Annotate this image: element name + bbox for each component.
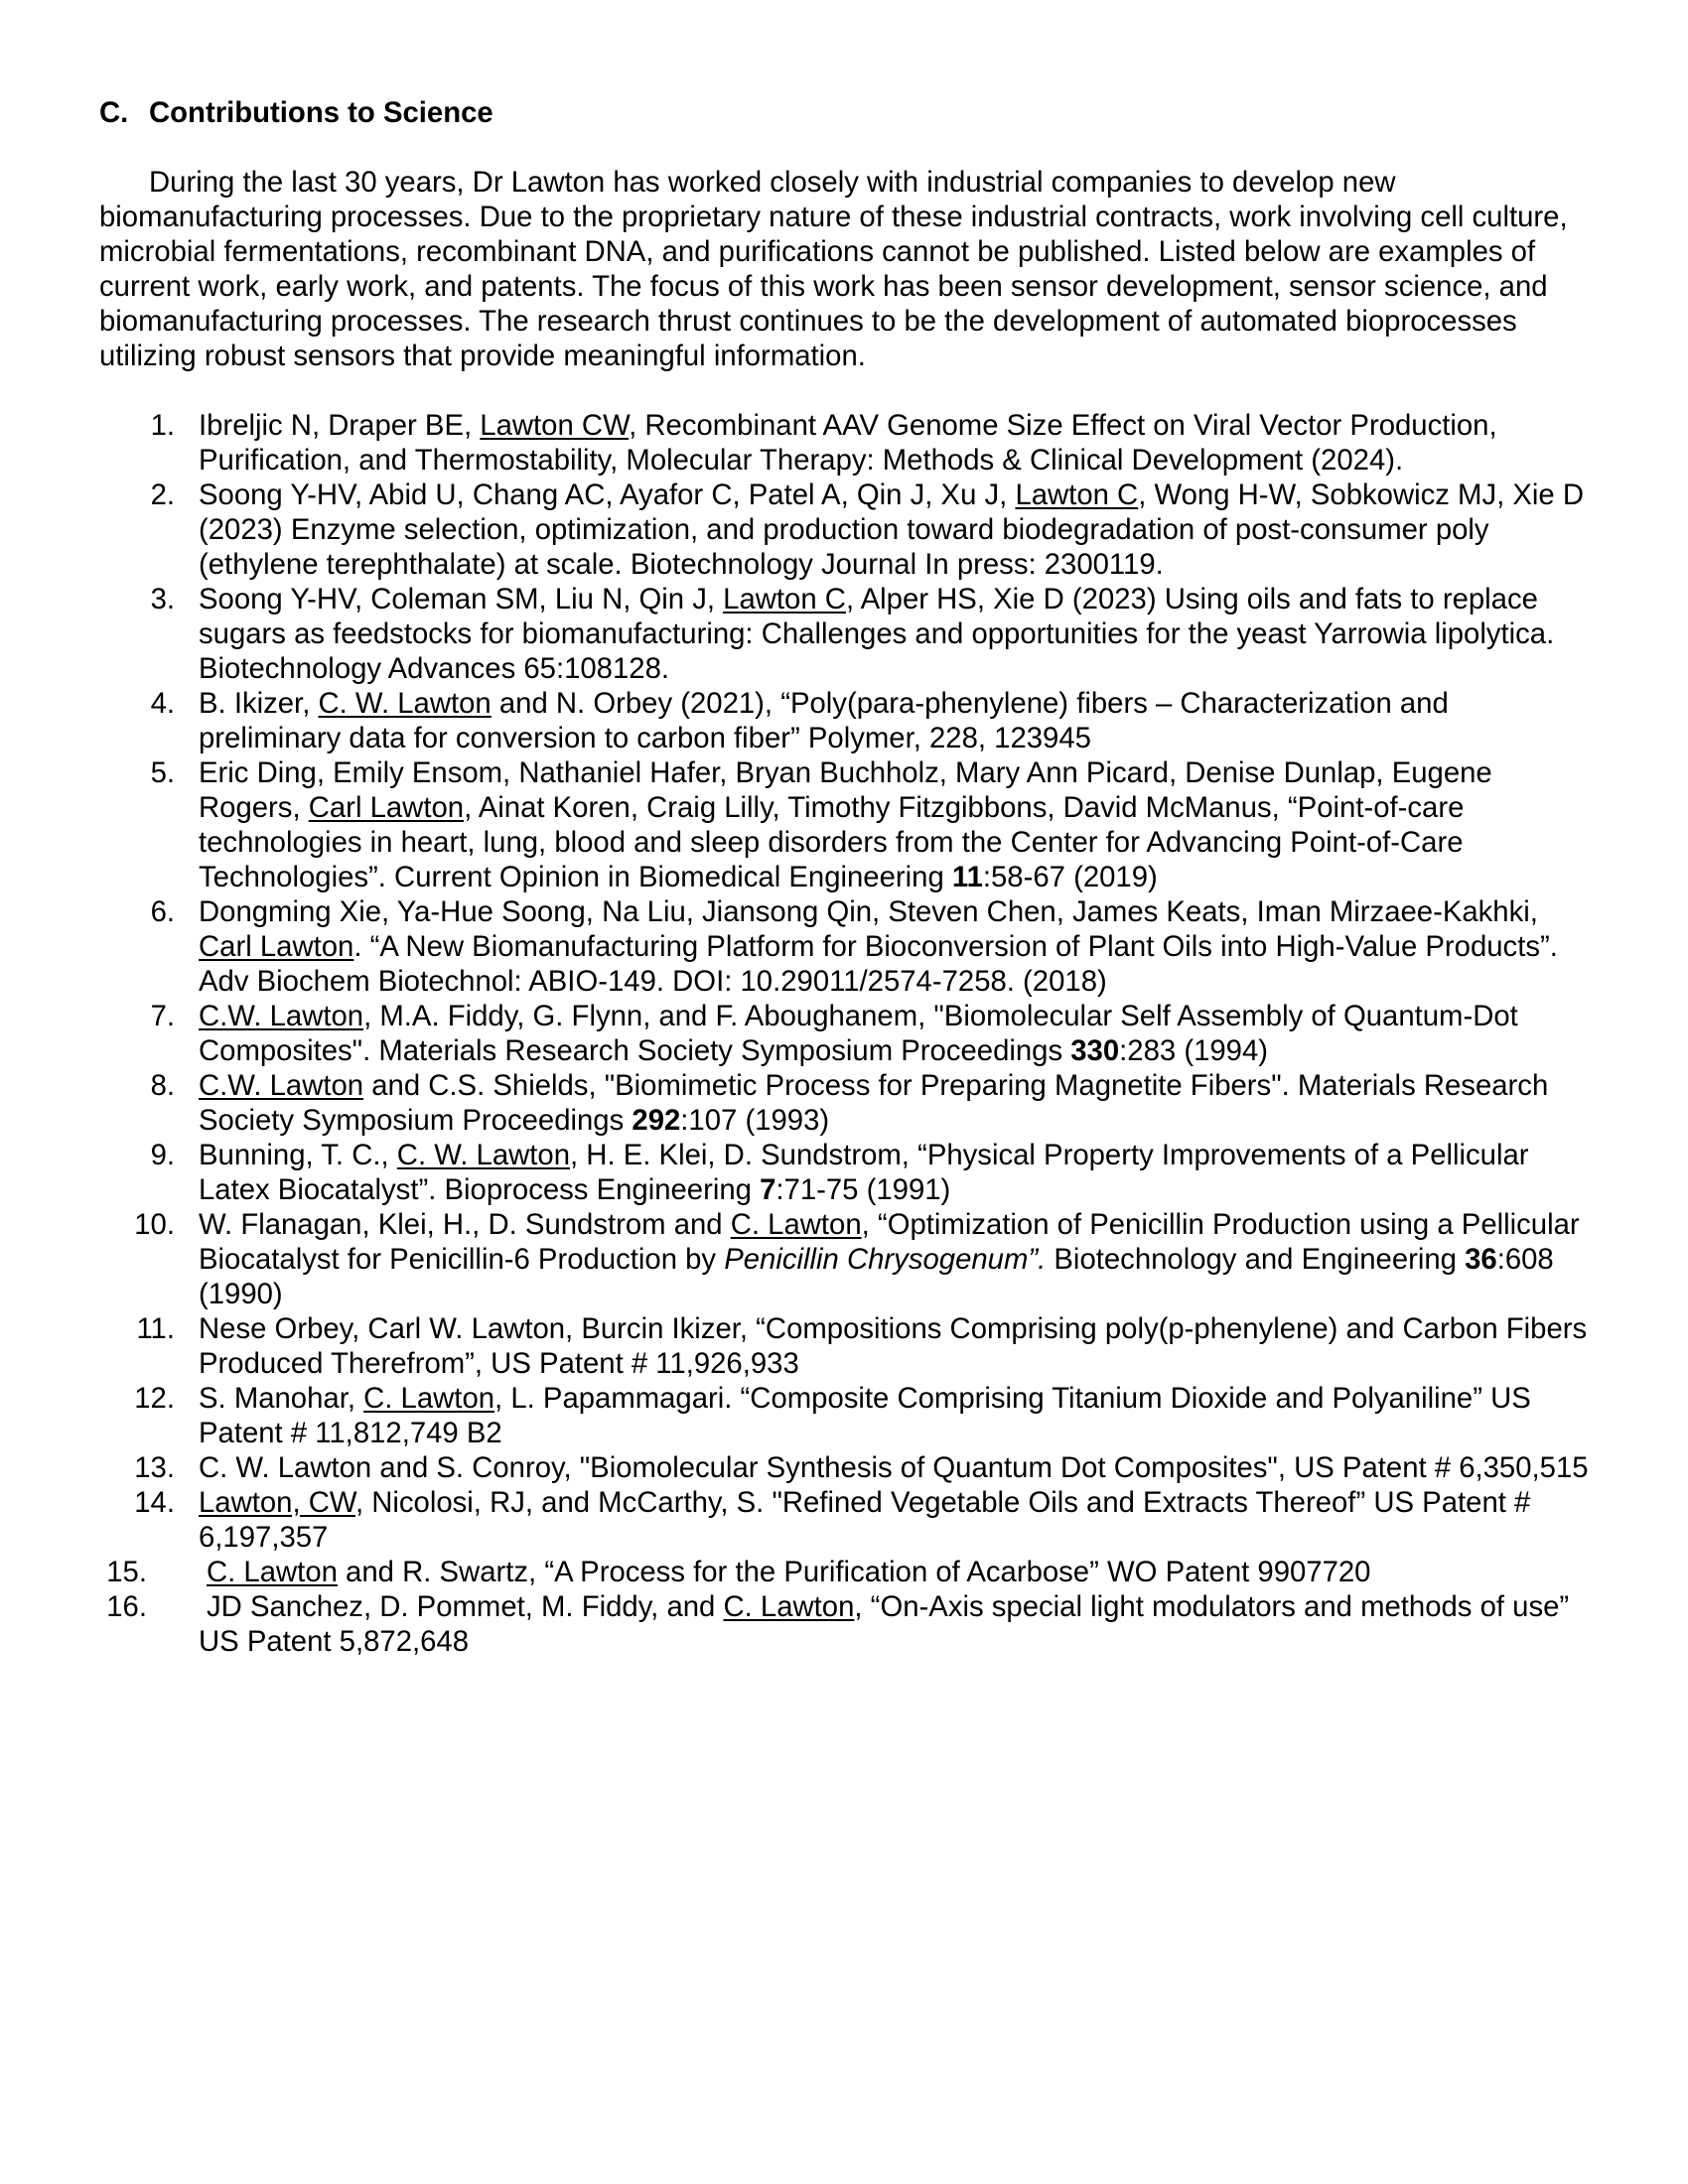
reference-fragment: Ibreljic N, Draper BE,	[199, 409, 481, 442]
reference-fragment: Nese Orbey, Carl W. Lawton, Burcin Ikizer, “Compositions Comprising poly(p-phenylene) and Carbon Fibers Produced Therefrom”, US Patent # 11,926,933	[199, 1312, 1588, 1380]
reference-number: 10.	[134, 1208, 175, 1241]
reference-fragment: . “A New Biomanufacturing Platform for Bioconversion of Plant Oils into High-Value Products”. Adv Biochem Biotechnol: ABIO-149. DOI: 10.29011/2574-7258. (2018)	[199, 930, 1558, 998]
reference-fragment: C. W. Lawton and S. Conroy, "Biomolecular Synthesis of Quantum Dot Composites", US Patent # 6,350,515	[199, 1451, 1589, 1484]
reference-fragment: :71-75 (1991)	[775, 1173, 951, 1206]
reference-item	[99, 1555, 1589, 1589]
reference-text	[199, 1000, 1518, 1067]
reference-item	[99, 999, 1589, 1068]
reference-number: 8.	[150, 1069, 175, 1102]
reference-fragment: :608 (1990)	[199, 1243, 1554, 1310]
volume-number: 292	[632, 1104, 681, 1137]
reference-fragment: , L. Papammagari. “Composite Comprising Titanium Dioxide and Polyaniline” US Patent # 11,812,749 B2	[199, 1382, 1531, 1449]
reference-fragment: Dongming Xie, Ya-Hue Soong, Na Liu, Jiansong Qin, Steven Chen, James Keats, Iman Mirzaee-Kakhki,	[199, 895, 1538, 928]
reference-fragment: , Recombinant AAV Genome Size Effect on Viral Vector Production, Purification, and Thermostability, Molecular Therapy: Methods & Clinical Development (2024).	[199, 409, 1497, 477]
reference-fragment: and R. Swartz, “A Process for the Purification of Acarbose” WO Patent 9907720	[337, 1556, 1371, 1588]
author-highlight: Carl Lawton	[199, 930, 354, 963]
intro-paragraph: During the last 30 years, Dr Lawton has worked closely with industrial companies to develop new biomanufacturing processes. Due to the proprietary nature of these industrial contracts, work involving cell culture, microbial fermentations, recombinant DNA, and purifications cannot be published. Listed below are examples of current work, early work, and patents. The focus of this work has been sensor development, sensor science, and biomanufacturing processes. The research thrust continues to be the development of automated bioprocesses utilizing robust sensors that provide meaningful information.	[99, 166, 1568, 372]
reference-fragment: Soong Y-HV, Coleman SM, Liu N, Qin J,	[199, 583, 724, 615]
reference-fragment: , H. E. Klei, D. Sundstrom, “Physical Property Improvements of a Pellicular Latex Biocatalyst”. Bioprocess Engineering	[199, 1139, 1529, 1206]
author-highlight: C. W. Lawton	[318, 687, 492, 720]
reference-item	[99, 1207, 1589, 1311]
author-highlight: Carl Lawton	[308, 791, 465, 824]
reference-text	[199, 1139, 1529, 1206]
reference-text	[199, 1208, 1580, 1310]
reference-number: 6.	[150, 895, 175, 928]
reference-text	[199, 756, 1492, 893]
reference-item	[99, 755, 1589, 894]
reference-item	[99, 1068, 1589, 1138]
reference-number: 13.	[134, 1451, 175, 1484]
reference-fragment: :107 (1993)	[680, 1104, 830, 1137]
reference-fragment: Eric Ding, Emily Ensom, Nathaniel Hafer, Bryan Buchholz, Mary Ann Picard, Denise Dunlap, Eugene Rogers,	[199, 756, 1492, 824]
species-name: Penicillin Chrysogenum”.	[724, 1243, 1047, 1276]
author-highlight: Lawton, CW	[199, 1486, 355, 1519]
reference-fragment: , Ainat Koren, Craig Lilly, Timothy Fitzgibbons, David McManus, “Point-of-care technologies in heart, lung, blood and sleep disorders from the Center for Advancing Point-of-Care Technologies”. Current Opinion in Biomedical Engineering	[199, 791, 1465, 893]
reference-text	[199, 895, 1558, 998]
reference-item	[99, 686, 1589, 755]
reference-text	[199, 1486, 1530, 1554]
reference-fragment: , Nicolosi, RJ, and McCarthy, S. "Refined Vegetable Oils and Extracts Thereof” US Patent # 6,197,357	[199, 1486, 1531, 1554]
reference-number: 4.	[150, 687, 175, 720]
reference-fragment: :58-67 (2019)	[982, 861, 1158, 893]
reference-fragment: Bunning, T. C.,	[199, 1139, 397, 1171]
volume-number: 11	[951, 861, 983, 893]
author-highlight: C. Lawton	[730, 1208, 862, 1241]
author-highlight: Lawton CW	[480, 409, 630, 442]
reference-text	[199, 687, 1449, 754]
reference-fragment: , Alper HS, Xie D (2023) Using oils and fats to replace sugars as feedstocks for biomanufacturing: Challenges and opportunities for the yeast Yarrowia lipolytica. Biotechnology Advances 65:108128.	[199, 583, 1555, 685]
document-page	[99, 95, 1589, 1659]
reference-fragment: W. Flanagan, Klei, H., D. Sundstrom and	[199, 1208, 731, 1241]
volume-number: 7	[760, 1173, 776, 1206]
reference-fragment: , “On-Axis special light modulators and methods of use” US Patent 5,872,648	[199, 1590, 1570, 1658]
volume-number: 36	[1465, 1243, 1497, 1276]
reference-number: 16.	[106, 1590, 147, 1623]
reference-item	[99, 894, 1589, 999]
reference-item	[99, 1450, 1589, 1485]
reference-item	[99, 1311, 1589, 1381]
reference-list	[99, 408, 1589, 1659]
section-letter: C.	[99, 96, 129, 129]
reference-number: 5.	[150, 756, 175, 789]
reference-text	[199, 1069, 1548, 1137]
reference-number: 2.	[150, 478, 175, 511]
reference-fragment: B. Ikizer,	[199, 687, 319, 720]
reference-number: 3.	[150, 583, 175, 615]
author-highlight: C. Lawton	[723, 1590, 855, 1623]
section-title: Contributions to Science	[149, 96, 493, 129]
section-heading	[99, 95, 1589, 130]
reference-text	[199, 1451, 1589, 1484]
reference-text	[199, 1590, 1569, 1658]
reference-item	[99, 1485, 1589, 1555]
reference-number: 15.	[106, 1556, 147, 1588]
author-highlight: Lawton C	[1015, 478, 1139, 511]
reference-fragment: Biotechnology and Engineering	[1046, 1243, 1466, 1276]
reference-fragment: S. Manohar,	[199, 1382, 364, 1415]
reference-text	[199, 478, 1584, 581]
volume-number: 330	[1070, 1034, 1120, 1067]
reference-fragment: , “Optimization of Penicillin Production using a Pellicular Biocatalyst for Penicillin-6 Production by	[199, 1208, 1580, 1276]
reference-number: 9.	[150, 1139, 175, 1171]
reference-item	[99, 408, 1589, 478]
reference-item	[99, 1381, 1589, 1450]
reference-number: 1.	[150, 409, 175, 442]
reference-fragment: JD Sanchez, D. Pommet, M. Fiddy, and	[207, 1590, 724, 1623]
reference-item	[99, 1138, 1589, 1207]
reference-text	[199, 409, 1497, 477]
author-highlight: C. Lawton	[363, 1382, 495, 1415]
reference-item	[99, 478, 1589, 582]
author-highlight: C.W. Lawton	[199, 1069, 364, 1102]
reference-number: 12.	[134, 1382, 175, 1415]
author-highlight: C. W. Lawton	[396, 1139, 571, 1171]
reference-item	[99, 1589, 1589, 1659]
reference-fragment: and C.S. Shields, "Biomimetic Process for Preparing Magnetite Fibers". Materials Research Society Symposium Proceedings	[199, 1069, 1549, 1137]
reference-text	[199, 1312, 1587, 1380]
author-highlight: C. Lawton	[207, 1556, 338, 1588]
reference-text	[199, 1382, 1531, 1449]
author-highlight: Lawton C	[723, 583, 846, 615]
reference-fragment: , M.A. Fiddy, G. Flynn, and F. Aboughanem, "Biomolecular Self Assembly of Quantum-Dot Composites". Materials Research Society Symposium Proceedings	[199, 1000, 1518, 1067]
reference-number: 11.	[136, 1312, 175, 1345]
reference-fragment: :283 (1994)	[1119, 1034, 1269, 1067]
author-highlight: C.W. Lawton	[199, 1000, 364, 1032]
reference-number: 14.	[134, 1486, 175, 1519]
reference-fragment: Soong Y-HV, Abid U, Chang AC, Ayafor C, Patel A, Qin J, Xu J,	[199, 478, 1016, 511]
reference-number: 7.	[150, 1000, 175, 1032]
reference-text	[199, 1556, 1370, 1588]
reference-fragment: and N. Orbey (2021), “Poly(para-phenylene) fibers – Characterization and preliminary data for conversion to carbon fiber” Polymer, 228, 123945	[199, 687, 1449, 754]
reference-fragment: , Wong H-W, Sobkowicz MJ, Xie D (2023) Enzyme selection, optimization, and production toward biodegradation of post-consumer poly (ethylene terephthalate) at scale. Biotechnology Journal In press: 2300119.	[199, 478, 1585, 581]
reference-item	[99, 582, 1589, 686]
reference-text	[199, 583, 1554, 685]
